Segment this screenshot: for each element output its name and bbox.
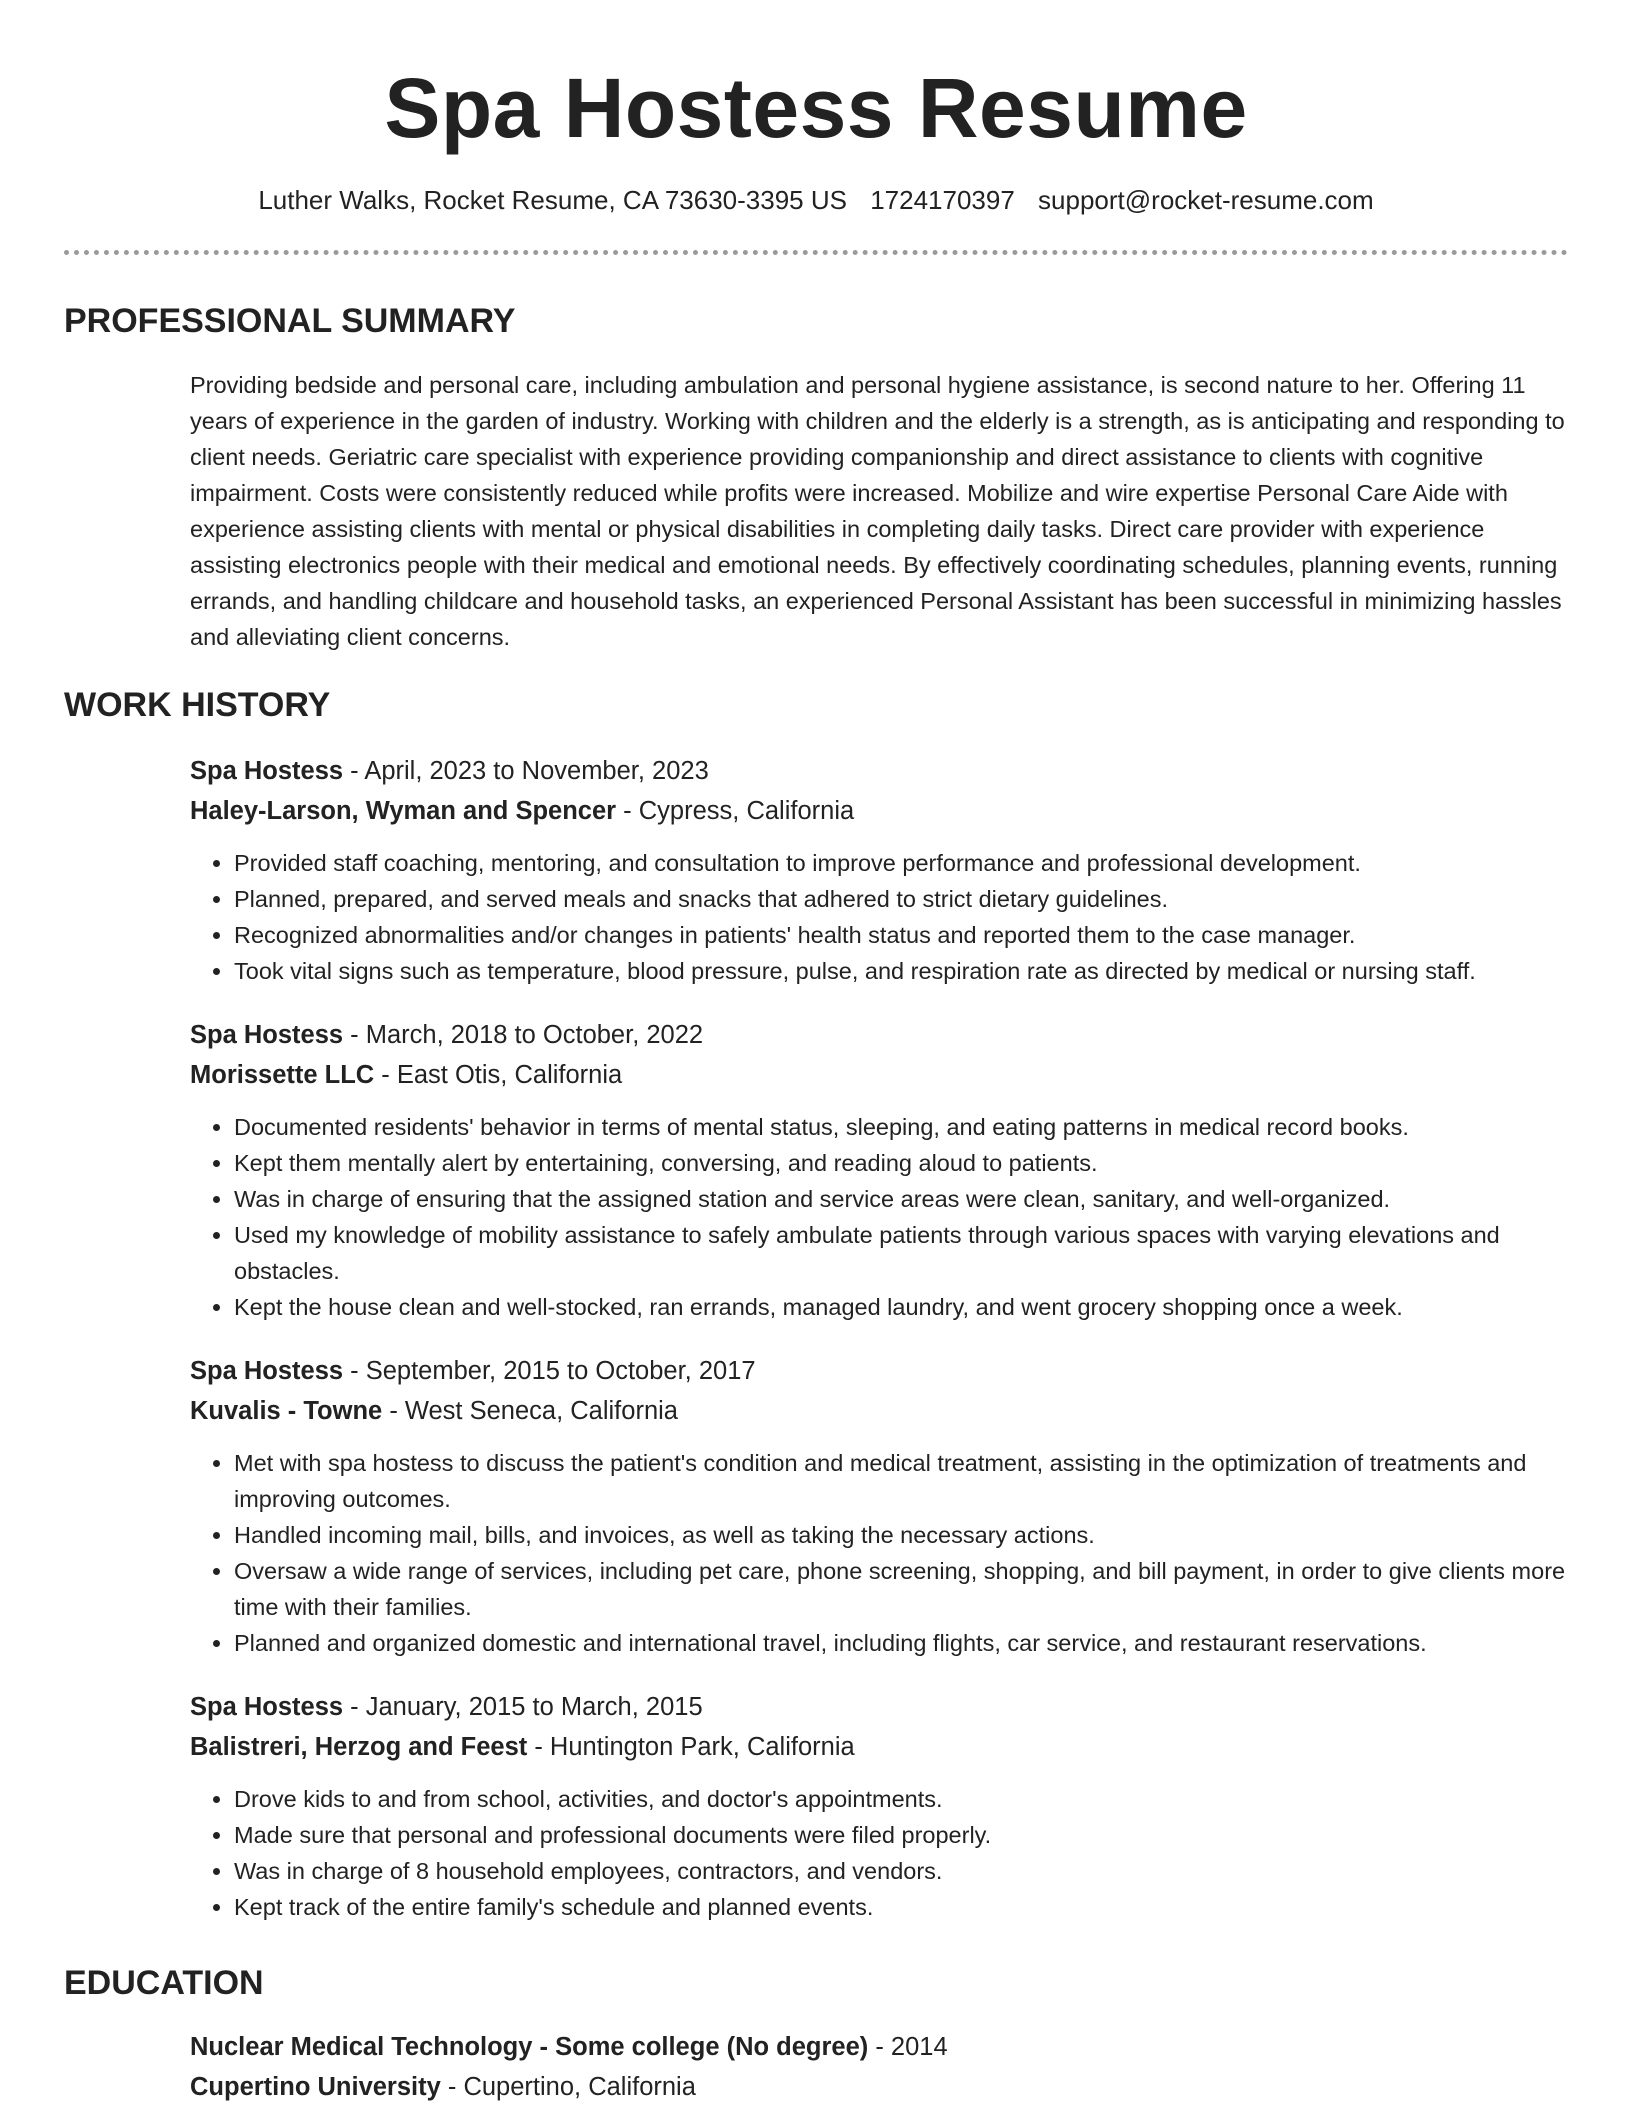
education-school-line xyxy=(190,2067,1568,2107)
job-title-line xyxy=(190,1351,1568,1391)
job-title: Spa Hostess xyxy=(190,1357,344,1385)
work-history-heading: WORK HISTORY xyxy=(64,686,331,724)
education-section xyxy=(190,2027,1568,2107)
job-bullets xyxy=(190,1781,1568,1925)
job-title-line xyxy=(190,1687,1568,1727)
header-divider xyxy=(64,250,1568,255)
job-company: Kuvalis - Towne xyxy=(190,1397,383,1425)
job-entry xyxy=(190,1687,1568,1925)
job-bullet: • Planned, prepared, and served meals and snacks that adhered to strict dietary guidelines. xyxy=(234,881,1568,917)
job-bullets xyxy=(190,1445,1568,1661)
job-bullet: • Took vital signs such as temperature, blood pressure, pulse, and respiration rate as directed by medical or nursing staff. xyxy=(234,953,1568,989)
contact-line xyxy=(64,182,1568,218)
job-location: - Huntington Park, California xyxy=(527,1733,855,1761)
job-company: Morissette LLC xyxy=(190,1061,375,1089)
job-bullet: • Kept them mentally alert by entertaining, conversing, and reading aloud to patients. xyxy=(234,1145,1568,1181)
education-year: - 2014 xyxy=(868,2033,948,2061)
resume-page xyxy=(64,0,1568,2107)
contact-address: Luther Walks, Rocket Resume, CA 73630-3395 US xyxy=(258,185,847,215)
summary-text: Providing bedside and personal care, including ambulation and personal hygiene assistance, is second nature to her. Offering 11 years of experience in the garden of industry. Working with children and the elderly is a strength, as is anticipating and responding to client needs. Geriatric care specialist with experience providing companionship and direct assistance to clients with cognitive impairment. Costs were consistently reduced while profits were increased. Mobilize and wire expertise Personal Care Aide with experience assisting clients with mental or physical disabilities in completing daily tasks. Direct care provider with experience assisting electronics people with their medical and emotional needs. By effectively coordinating schedules, planning events, running errands, and handling childcare and household tasks, an experienced Personal Assistant has been successful in minimizing hassles and alleviating client concerns. xyxy=(190,372,1565,650)
job-bullet: • Documented residents' behavior in terms of mental status, sleeping, and eating patterns in medical record books. xyxy=(234,1109,1568,1145)
job-title: Spa Hostess xyxy=(190,757,344,785)
job-company-line xyxy=(190,1055,1568,1095)
job-bullet: • Kept the house clean and well-stocked, ran errands, managed laundry, and went grocery shopping once a week. xyxy=(234,1289,1568,1325)
resume-title: Spa Hostess Resume xyxy=(384,61,1248,155)
job-bullet: • Met with spa hostess to discuss the patient's condition and medical treatment, assisting in the optimization of treatments and improving outcomes. xyxy=(234,1445,1568,1517)
education-heading: EDUCATION xyxy=(64,1964,264,2002)
education-school: Cupertino University xyxy=(190,2073,441,2101)
job-entry xyxy=(190,751,1568,989)
job-bullet: • Recognized abnormalities and/or changes in patients' health status and reported them to the case manager. xyxy=(234,917,1568,953)
education-degree-line xyxy=(190,2027,1568,2067)
job-bullet: • Used my knowledge of mobility assistance to safely ambulate patients through various spaces with varying elevations and obstacles. xyxy=(234,1217,1568,1289)
job-entry xyxy=(190,1351,1568,1661)
job-bullet: • Handled incoming mail, bills, and invoices, as well as taking the necessary actions. xyxy=(234,1517,1568,1553)
job-title: Spa Hostess xyxy=(190,1021,344,1049)
job-company: Haley-Larson, Wyman and Spencer xyxy=(190,797,617,825)
job-bullets xyxy=(190,1109,1568,1325)
job-bullet: • Was in charge of ensuring that the assigned station and service areas were clean, sanitary, and well-organized. xyxy=(234,1181,1568,1217)
job-bullet: • Oversaw a wide range of services, including pet care, phone screening, shopping, and bill payment, in order to give clients more time with their families. xyxy=(234,1553,1568,1625)
job-company-line xyxy=(190,1727,1568,1767)
education-degree: Nuclear Medical Technology - Some college (No degree) xyxy=(190,2033,869,2061)
work-history-section xyxy=(190,751,1568,1925)
contact-phone: 1724170397 xyxy=(870,185,1015,215)
summary-heading: PROFESSIONAL SUMMARY xyxy=(64,302,516,340)
contact-email: support@rocket-resume.com xyxy=(1038,185,1374,215)
job-title-line xyxy=(190,751,1568,791)
job-location: - West Seneca, California xyxy=(382,1397,678,1425)
job-company: Balistreri, Herzog and Feest xyxy=(190,1733,528,1761)
education-location: - Cupertino, California xyxy=(440,2073,696,2101)
job-bullets xyxy=(190,845,1568,989)
job-bullet: • Planned and organized domestic and international travel, including flights, car service, and restaurant reservations. xyxy=(234,1625,1568,1661)
job-title-line xyxy=(190,1015,1568,1055)
job-bullet: • Provided staff coaching, mentoring, and consultation to improve performance and professional development. xyxy=(234,845,1568,881)
job-company-line xyxy=(190,791,1568,831)
summary-section xyxy=(190,367,1568,655)
job-dates: - March, 2018 to October, 2022 xyxy=(343,1021,704,1049)
job-location: - East Otis, California xyxy=(374,1061,623,1089)
job-location: - Cypress, California xyxy=(616,797,855,825)
job-dates: - September, 2015 to October, 2017 xyxy=(343,1357,756,1385)
job-bullet: • Drove kids to and from school, activities, and doctor's appointments. xyxy=(234,1781,1568,1817)
job-bullet: • Was in charge of 8 household employees, contractors, and vendors. xyxy=(234,1853,1568,1889)
job-company-line xyxy=(190,1391,1568,1431)
job-bullet: • Made sure that personal and professional documents were filed properly. xyxy=(234,1817,1568,1853)
job-title: Spa Hostess xyxy=(190,1693,344,1721)
job-entry xyxy=(190,1015,1568,1325)
job-dates: - April, 2023 to November, 2023 xyxy=(343,757,709,785)
job-bullet: • Kept track of the entire family's schedule and planned events. xyxy=(234,1889,1568,1925)
job-dates: - January, 2015 to March, 2015 xyxy=(343,1693,703,1721)
